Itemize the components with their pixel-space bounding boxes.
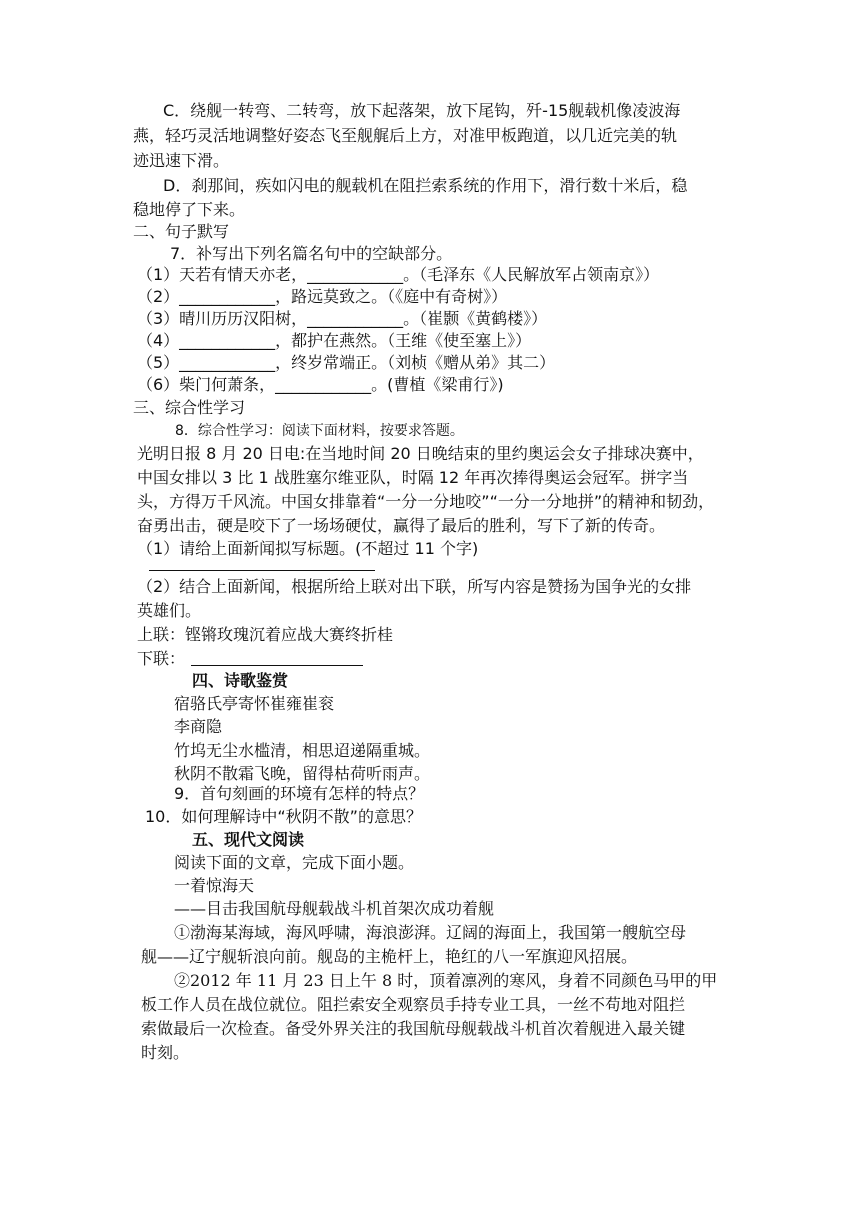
poem-verse-1: 竹坞无尘水槛清，相思迢递隔重城。 — [174, 741, 431, 760]
question-10: 10．如何理解诗中“秋阴不散”的意思？ — [145, 807, 422, 826]
section5-heading: 五、现代文阅读 — [192, 830, 305, 849]
fill-item-1: （1）天若有情天亦老，____________。（毛泽东《人民解放军占领南京》） — [137, 265, 660, 284]
paragraph-2-line4: 时刻。 — [141, 1043, 190, 1062]
answer-line-title — [149, 570, 375, 571]
paragraph-2-line1: ②2012 年 11 月 23 日上午 8 时，顶着凛冽的寒风，身着不同颜色马甲的甲 — [174, 971, 718, 990]
paragraph-1-line2: 舰——辽宁舰斩浪向前。舰岛的主桅杆上，艳红的八一军旗迎风招展。 — [141, 947, 638, 966]
option-c-line1: C．绕舰一转弯、二转弯，放下起落架，放下尾钩，歼-15舰载机像凌波海 — [163, 101, 681, 120]
paragraph-2-line2: 板工作人员在战位就位。阻拦索安全观察员手持专业工具，一丝不苟地对阻拦 — [141, 995, 686, 1014]
news-line3: 头，方得万千风流。中国女排靠着“一分一分地咬”“一分一分地拼”的精神和韧劲， — [137, 492, 715, 511]
subquestion-2-line2: 英雄们。 — [137, 601, 202, 620]
poem-title: 宿骆氏亭寄怀崔雍崔衮 — [174, 694, 335, 713]
article-subtitle: ——目击我国航母舰载战斗机首架次成功着舰 — [174, 899, 495, 918]
fill-item-6: （6）柴门何萧条，____________。(曹植《梁甫行》) — [137, 375, 504, 394]
poem-verse-2: 秋阴不散霜飞晚，留得枯荷听雨声。 — [174, 764, 431, 783]
lower-couplet-label: 下联： — [137, 649, 186, 668]
fill-item-2: （2）____________，路远莫致之。（《庭中有奇树》） — [137, 287, 508, 306]
section4-heading: 四、诗歌鉴赏 — [192, 671, 289, 690]
paragraph-1-line1: ①渤海某海域，海风呼啸，海浪澎湃。辽阔的海面上，我国第一艘航空母 — [174, 923, 687, 942]
question-8: 8．综合性学习：阅读下面材料，按要求答题。 — [175, 423, 464, 439]
fill-item-5: （5）____________，终岁常端正。（刘桢《赠从弟》其二） — [137, 353, 556, 372]
question-9: 9．首句刻画的环境有怎样的特点？ — [174, 784, 425, 803]
option-d-line1: D．刹那间，疾如闪电的舰载机在阻拦索系统的作用下，滑行数十米后，稳 — [163, 176, 688, 195]
news-line4: 奋勇出击，硬是咬下了一场场硬仗，赢得了最后的胜利，写下了新的传奇。 — [137, 516, 666, 535]
subquestion-2-line1: （2）结合上面新闻，根据所给上联对出下联，所写内容是赞扬为国争光的女排 — [137, 577, 692, 596]
question-7: 7．补写出下列名篇名句中的空缺部分。 — [170, 244, 453, 263]
answer-line-couplet — [191, 665, 363, 666]
upper-couplet: 上联：铿锵玫瑰沉着应战大赛终折桂 — [137, 625, 394, 644]
news-line2: 中国女排以 3 比 1 战胜塞尔维亚队，时隔 12 年再次捧得奥运会冠军。拼字当 — [137, 468, 689, 487]
fill-item-4: （4）____________，都护在燕然。（王维《使至塞上》） — [137, 331, 532, 350]
article-title: 一着惊海天 — [174, 876, 255, 895]
subquestion-1: （1）请给上面新闻拟写标题。(不超过 11 个字) — [137, 539, 479, 558]
option-c-line2: 燕，轻巧灵活地调整好姿态飞至舰艉后上方，对准甲板跑道，以几近完美的轨 — [133, 126, 678, 145]
option-d-line2: 稳地停了下来。 — [133, 200, 246, 219]
news-line1: 光明日报 8 月 20 日电:在当地时间 20 日晚结束的里约奥运会女子排球决赛中， — [137, 444, 704, 463]
reading-instruction: 阅读下面的文章，完成下面小题。 — [174, 853, 415, 872]
option-c-line3: 迹迅速下滑。 — [133, 151, 230, 170]
paragraph-2-line3: 索做最后一次检查。备受外界关注的我国航母舰载战斗机首次着舰进入最关键 — [141, 1019, 686, 1038]
poet-name: 李商隐 — [174, 717, 223, 736]
section2-heading: 二、句子默写 — [133, 222, 230, 241]
section3-heading: 三、综合性学习 — [133, 398, 246, 417]
fill-item-3: （3）晴川历历汉阳树，____________。（崔颢《黄鹤楼》） — [137, 309, 548, 328]
